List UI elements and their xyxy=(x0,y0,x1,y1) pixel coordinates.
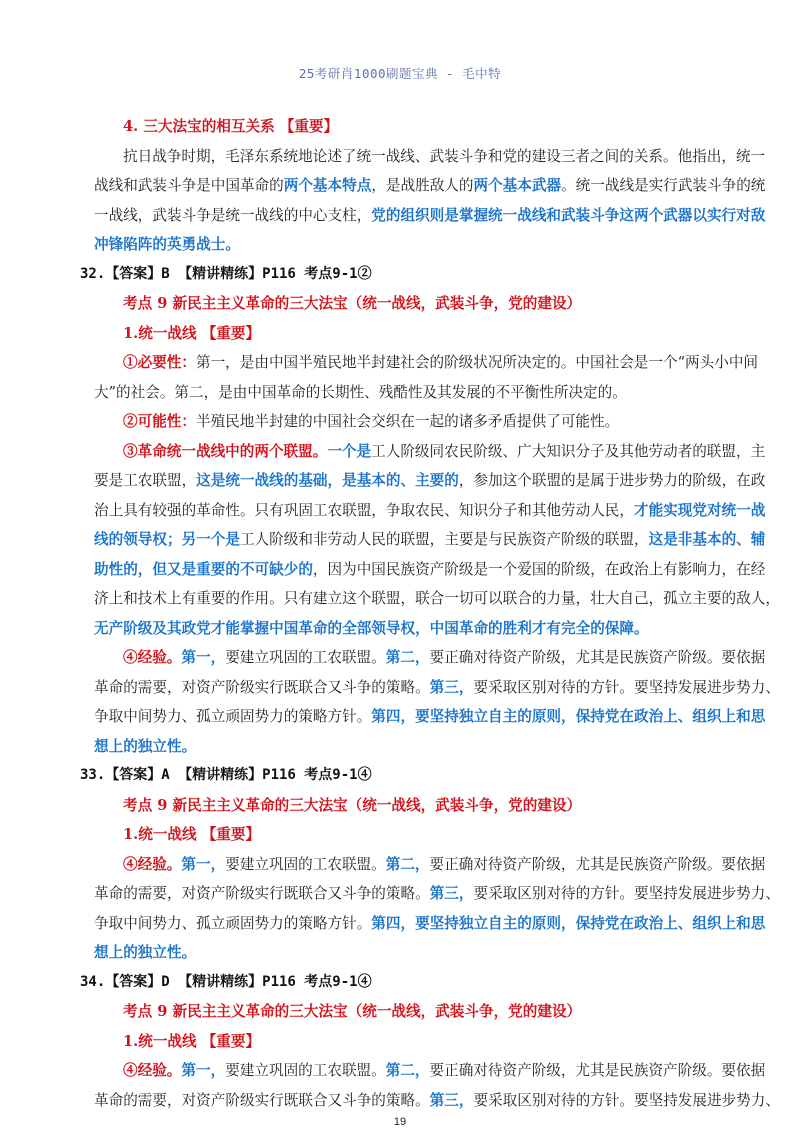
text-run: 第一，是由中国半殖民地半封建社会的阶级状况所决定的。中国社会是一个“两头小中间 xyxy=(195,354,759,371)
text-run: 要采取区别对待的方针。要坚持发展进步势力、 xyxy=(473,885,780,902)
text-line xyxy=(94,702,766,732)
text-run: ①必要性： xyxy=(123,354,196,371)
text-run: 要建立巩固的工农联盟。 xyxy=(225,649,386,666)
text-run: 工人阶级同农民阶级、广大知识分子及其他劳动者的联盟，主 xyxy=(371,442,766,460)
text-run: 抗日战争时期，毛泽东系统地论述了统一战线、武装斗争和党的建设三者之间的关系。他指出，统一 xyxy=(123,147,766,165)
text-run: ④经验。 xyxy=(123,855,182,873)
text-run: 助性的，但又是重要的不可缺少的 xyxy=(94,560,313,578)
text-run: 冲锋陷阵的英勇战士。 xyxy=(94,236,240,253)
text-line xyxy=(94,407,714,437)
document-body xyxy=(80,112,780,1115)
text-run: ，是战胜敌人的 xyxy=(371,177,474,194)
text-run: 。统一战线是实行武装斗争的统 xyxy=(561,177,766,194)
text-line xyxy=(94,555,766,585)
text-run: ④经验。 xyxy=(123,649,182,666)
text-run: 一个是 xyxy=(327,442,372,460)
subheading-tongyi-zhanxian: 1.统一战线 【重要】 xyxy=(123,324,261,342)
text-line xyxy=(94,437,766,467)
text-run: ③革命统一战线中的两个联盟。 xyxy=(123,442,328,460)
text-run: 无产阶级及其政党才能掌握中国革命的全部领导权，中国革命的胜利才有完全的保障。 xyxy=(94,619,649,637)
text-line xyxy=(94,142,766,172)
text-line xyxy=(94,1056,766,1086)
text-run: ，参加这个联盟的是属于进步势力的阶级，在政 xyxy=(458,472,766,489)
text-run: ②可能性： xyxy=(123,413,196,430)
text-run: 这是非基本的、辅 xyxy=(648,531,766,548)
answer-body-34 xyxy=(94,1056,780,1115)
text-run: 革命的需要，对资产阶级实行既联合又斗争的策略。 xyxy=(94,1091,430,1109)
text-run: 第三， xyxy=(429,678,474,696)
answer-heading-33: 33.【答案】A 【精讲精练】P116 考点9-1④ xyxy=(80,767,372,783)
text-run: 工人阶级和非劳动人民的联盟，主要是与民族资产阶级的联盟， xyxy=(239,531,649,548)
text-run: 半殖民地半封建的中国社会交织在一起的诸多矛盾提供了可能性。 xyxy=(195,413,620,430)
text-run: 战线和武装斗争是中国革命的 xyxy=(94,177,284,194)
text-run: 一战线，武装斗争是统一战线的中心支柱， xyxy=(94,206,372,224)
text-line xyxy=(94,378,714,408)
text-run: 党的组织则是掌握统一战线和武装斗争这两个武器以实行对敌 xyxy=(371,206,766,224)
text-run: 要正确对待资产阶级，尤其是民族资产阶级。要依据 xyxy=(429,855,766,873)
text-run: 线的领导权；另一个是 xyxy=(94,531,240,548)
text-run: 革命的需要，对资产阶级实行既联合又斗争的策略。 xyxy=(94,885,430,902)
text-line xyxy=(94,732,714,762)
text-run: 争取中间势力、孤立顽固势力的策略方针。 xyxy=(94,708,372,725)
text-run: 济上和技术上有重要的作用。只有建立这个联盟，联合一切可以联合的力量，壮大自己，孤立主要的敌人， xyxy=(94,590,780,607)
text-run: 要正确对待资产阶级，尤其是民族资产阶级。要依据 xyxy=(429,1062,766,1079)
text-run: ④经验。 xyxy=(123,1062,182,1079)
running-header: 25考研肖1000刷题宝典 - 毛中特 xyxy=(298,66,502,81)
text-line xyxy=(94,230,714,260)
text-run: 想上的独立性。 xyxy=(94,944,197,961)
text-run: 两个基本武器 xyxy=(473,177,562,194)
text-run: 才能实现党对统一战 xyxy=(633,501,766,519)
text-run: 要正确对待资产阶级，尤其是民族资产阶级。要依据 xyxy=(429,649,766,666)
paragraph-sanda-fabao xyxy=(94,142,766,260)
text-run: 这是统一战线的基础，是基本的、主要的 xyxy=(196,472,459,489)
text-line xyxy=(94,673,780,703)
text-run: 第二， xyxy=(385,855,430,873)
text-run: 第四，要坚持独立自主的原则，保持党在政治上、组织上和思 xyxy=(371,914,766,932)
text-run: 革命的需要，对资产阶级实行既联合又斗争的策略。 xyxy=(94,678,430,696)
text-run: 第一， xyxy=(181,649,226,666)
text-line xyxy=(94,466,766,496)
answer-heading-34: 34.【答案】D 【精讲精练】P116 考点9-1④ xyxy=(80,973,372,990)
subheading-tongyi-zhanxian: 1.统一战线 【重要】 xyxy=(123,826,261,843)
text-run: 想上的独立性。 xyxy=(94,737,197,755)
text-run: 第一， xyxy=(181,1062,226,1079)
text-run: 第二， xyxy=(385,1062,430,1079)
text-line xyxy=(94,909,766,939)
text-run: 大”的社会。第二，是由中国革命的长期性、残酷性及其发展的不平衡性所决定的。 xyxy=(94,383,627,401)
text-run: 要采取区别对待的方针。要坚持发展进步势力、 xyxy=(473,678,780,696)
page-number: 19 xyxy=(393,1116,407,1128)
text-line xyxy=(94,525,766,555)
subheading-tongyi-zhanxian: 1.统一战线 【重要】 xyxy=(123,1032,261,1050)
text-run: 争取中间势力、孤立顽固势力的策略方针。 xyxy=(94,914,372,932)
text-run: 要采取区别对待的方针。要坚持发展进步势力、 xyxy=(473,1091,780,1109)
text-line xyxy=(94,879,780,909)
answer-body-33 xyxy=(94,850,780,968)
text-line xyxy=(94,850,766,880)
text-run: 第一， xyxy=(181,855,226,873)
text-line xyxy=(94,348,759,378)
text-run: ，因为中国民族资产阶级是一个爱国的阶级，在政治上有影响力，在经 xyxy=(312,560,766,578)
text-line xyxy=(94,496,766,526)
answer-heading-32: 32.【答案】B 【精讲精练】P116 考点9-1② xyxy=(80,265,372,282)
text-line xyxy=(94,1086,780,1116)
text-line xyxy=(94,614,714,644)
text-line xyxy=(94,171,766,201)
text-run: 治上具有较强的革命性。只有巩固工农联盟，争取农民、知识分子和其他劳动人民， xyxy=(94,501,634,519)
text-run: 第四，要坚持独立自主的原则，保持党在政治上、组织上和思 xyxy=(371,708,766,725)
text-run: 第二， xyxy=(385,649,430,666)
answer-body-32 xyxy=(94,348,780,761)
section-title: 4. 三大法宝的相互关系 【重要】 xyxy=(123,118,339,135)
kaodian-heading: 考点 9 新民主主义革命的三大法宝（统一战线，武装斗争，党的建设） xyxy=(123,1003,582,1020)
text-run: 要建立巩固的工农联盟。 xyxy=(225,855,386,873)
text-run: 要建立巩固的工农联盟。 xyxy=(225,1062,386,1079)
text-line xyxy=(94,643,766,673)
text-run: 第三， xyxy=(429,885,474,902)
kaodian-heading: 考点 9 新民主主义革命的三大法宝（统一战线，武装斗争，党的建设） xyxy=(123,295,582,312)
text-line xyxy=(94,938,714,968)
text-run: 两个基本特点 xyxy=(283,177,372,194)
text-line xyxy=(94,201,766,231)
kaodian-heading: 考点 9 新民主主义革命的三大法宝（统一战线，武装斗争，党的建设） xyxy=(123,796,582,814)
text-line xyxy=(94,584,780,614)
text-run: 要是工农联盟， xyxy=(94,472,197,489)
text-run: 第三， xyxy=(429,1091,474,1109)
